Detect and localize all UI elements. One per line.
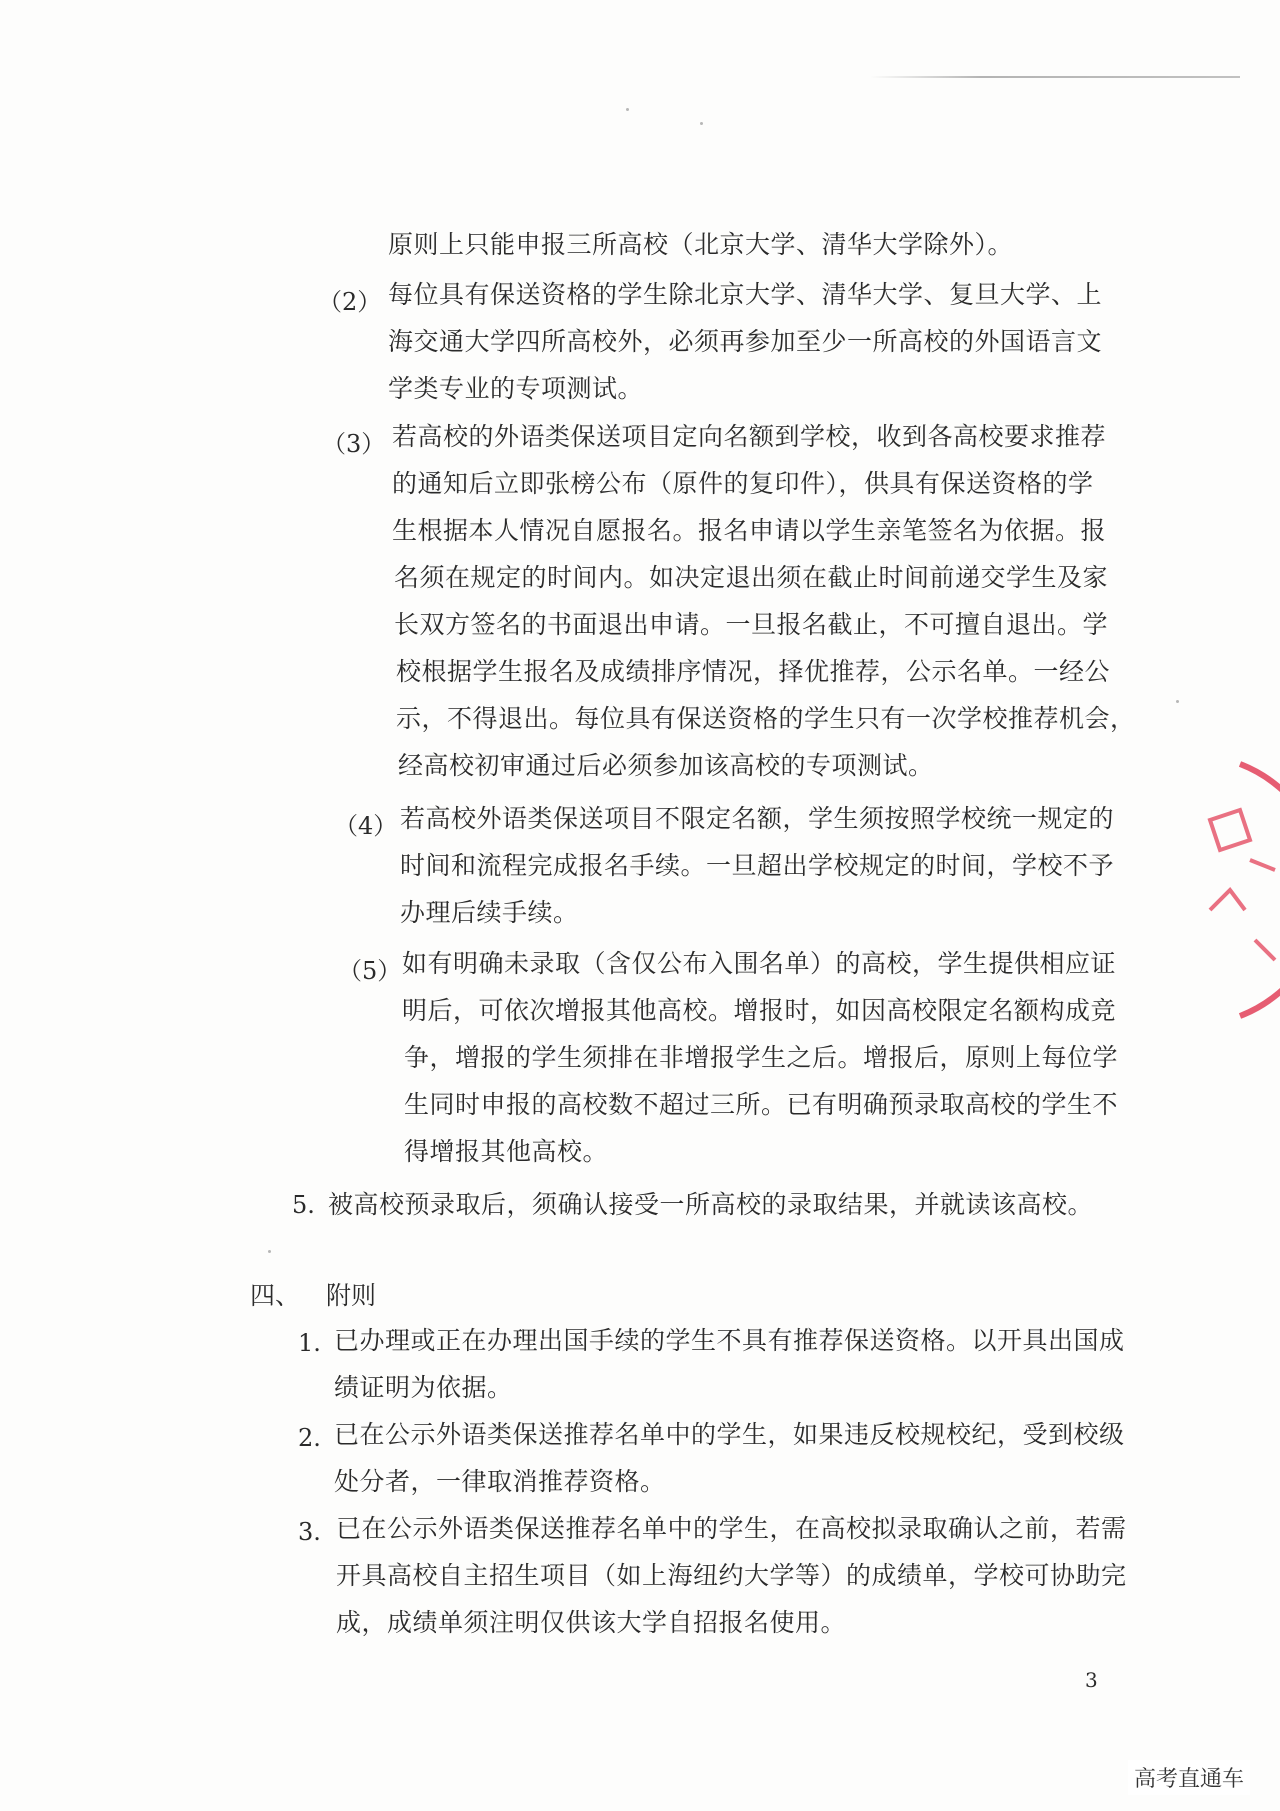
rule-2-label: 2. <box>298 1424 321 1452</box>
sub-item-4-line: 办理后续手续。 <box>400 898 579 927</box>
rule-2-line: 已在公示外语类保送推荐名单中的学生，如果违反校规校纪，受到校级 <box>334 1420 1125 1449</box>
section-number: 四、 <box>250 1281 301 1310</box>
rule-2-line: 处分者，一律取消推荐资格。 <box>334 1467 666 1496</box>
sub-item-5-label: （5） <box>338 957 402 985</box>
sub-item-3-line: 长双方签名的书面退出申请。一旦报名截止，不可擅自退出。学 <box>394 610 1109 639</box>
sub-item-5-line: 生同时申报的高校数不超过三所。已有明确预录取高校的学生不 <box>404 1090 1119 1119</box>
item-5-line: 被高校预录取后，须确认接受一所高校的录取结果，并就读该高校。 <box>328 1190 1094 1219</box>
rule-1-label: 1. <box>298 1329 321 1357</box>
sub-item-3-line: 的通知后立即张榜公布（原件的复印件），供具有保送资格的学 <box>392 469 1094 498</box>
sub-item-3-line: 示，不得退出。每位具有保送资格的学生只有一次学校推荐机会， <box>396 704 1136 733</box>
sub-item-5-line: 明后，可依次增报其他高校。增报时，如因高校限定名额构成竞 <box>402 996 1117 1025</box>
rule-3-line: 成，成绩单须注明仅供该大学自招报名使用。 <box>336 1608 847 1637</box>
item-5-label: 5. <box>292 1191 315 1219</box>
sub-item-3-line: 生根据本人情况自愿报名。报名申请以学生亲笔签名为依据。报 <box>392 516 1107 545</box>
sub-item-2-line: 每位具有保送资格的学生除北京大学、清华大学、复旦大学、上 <box>388 280 1103 309</box>
page-number: 3 <box>1085 1668 1098 1692</box>
sub-item-3-line: 若高校的外语类保送项目定向名额到学校，收到各高校要求推荐 <box>392 422 1107 451</box>
sub-item-5-line: 如有明确未录取（含仅公布入围名单）的高校，学生提供相应证 <box>402 949 1117 978</box>
scan-speck <box>1176 700 1179 703</box>
rule-3-line: 开具高校自主招生项目（如上海纽约大学等）的成绩单，学校可协助完 <box>336 1561 1127 1590</box>
sub-item-3-line: 校根据学生报名及成绩排序情况，择优推荐，公示名单。一经公 <box>396 657 1111 686</box>
item4-continued-line: 原则上只能申报三所高校（北京大学、清华大学除外）。 <box>388 230 1014 259</box>
scan-speck <box>626 108 629 111</box>
sub-item-3-line: 经高校初审通过后必须参加该高校的专项测试。 <box>398 751 934 780</box>
watermark-text: 高考直通车 <box>1128 1760 1250 1795</box>
section-title: 附则 <box>326 1281 377 1310</box>
sub-item-5-line: 得增报其他高校。 <box>404 1137 609 1166</box>
sub-item-2-line: 海交通大学四所高校外，必须再参加至少一所高校的外国语言文 <box>388 327 1103 356</box>
scan-top-line <box>870 76 1240 78</box>
sub-item-4-line: 若高校外语类保送项目不限定名额，学生须按照学校统一规定的 <box>400 804 1115 833</box>
sub-item-5-line: 争，增报的学生须排在非增报学生之后。增报后，原则上每位学 <box>404 1043 1119 1072</box>
rule-3-line: 已在公示外语类保送推荐名单中的学生，在高校拟录取确认之前，若需 <box>336 1514 1127 1543</box>
sub-item-4-line: 时间和流程完成报名手续。一旦超出学校规定的时间，学校不予 <box>400 851 1115 880</box>
sub-item-2-label: （2） <box>318 288 382 316</box>
rule-1-line: 绩证明为依据。 <box>334 1373 513 1402</box>
sub-item-3-line: 名须在规定的时间内。如决定退出须在截止时间前递交学生及家 <box>394 563 1109 592</box>
rule-1-line: 已办理或正在办理出国手续的学生不具有推荐保送资格。以开具出国成 <box>334 1326 1125 1355</box>
sub-item-2-line: 学类专业的专项测试。 <box>388 374 644 403</box>
sub-item-4-label: （4） <box>334 812 398 840</box>
official-seal-stamp <box>1180 760 1280 1020</box>
rule-3-label: 3. <box>298 1518 321 1546</box>
scan-speck <box>700 122 703 125</box>
scan-speck <box>268 1250 271 1253</box>
sub-item-3-label: （3） <box>322 430 386 458</box>
